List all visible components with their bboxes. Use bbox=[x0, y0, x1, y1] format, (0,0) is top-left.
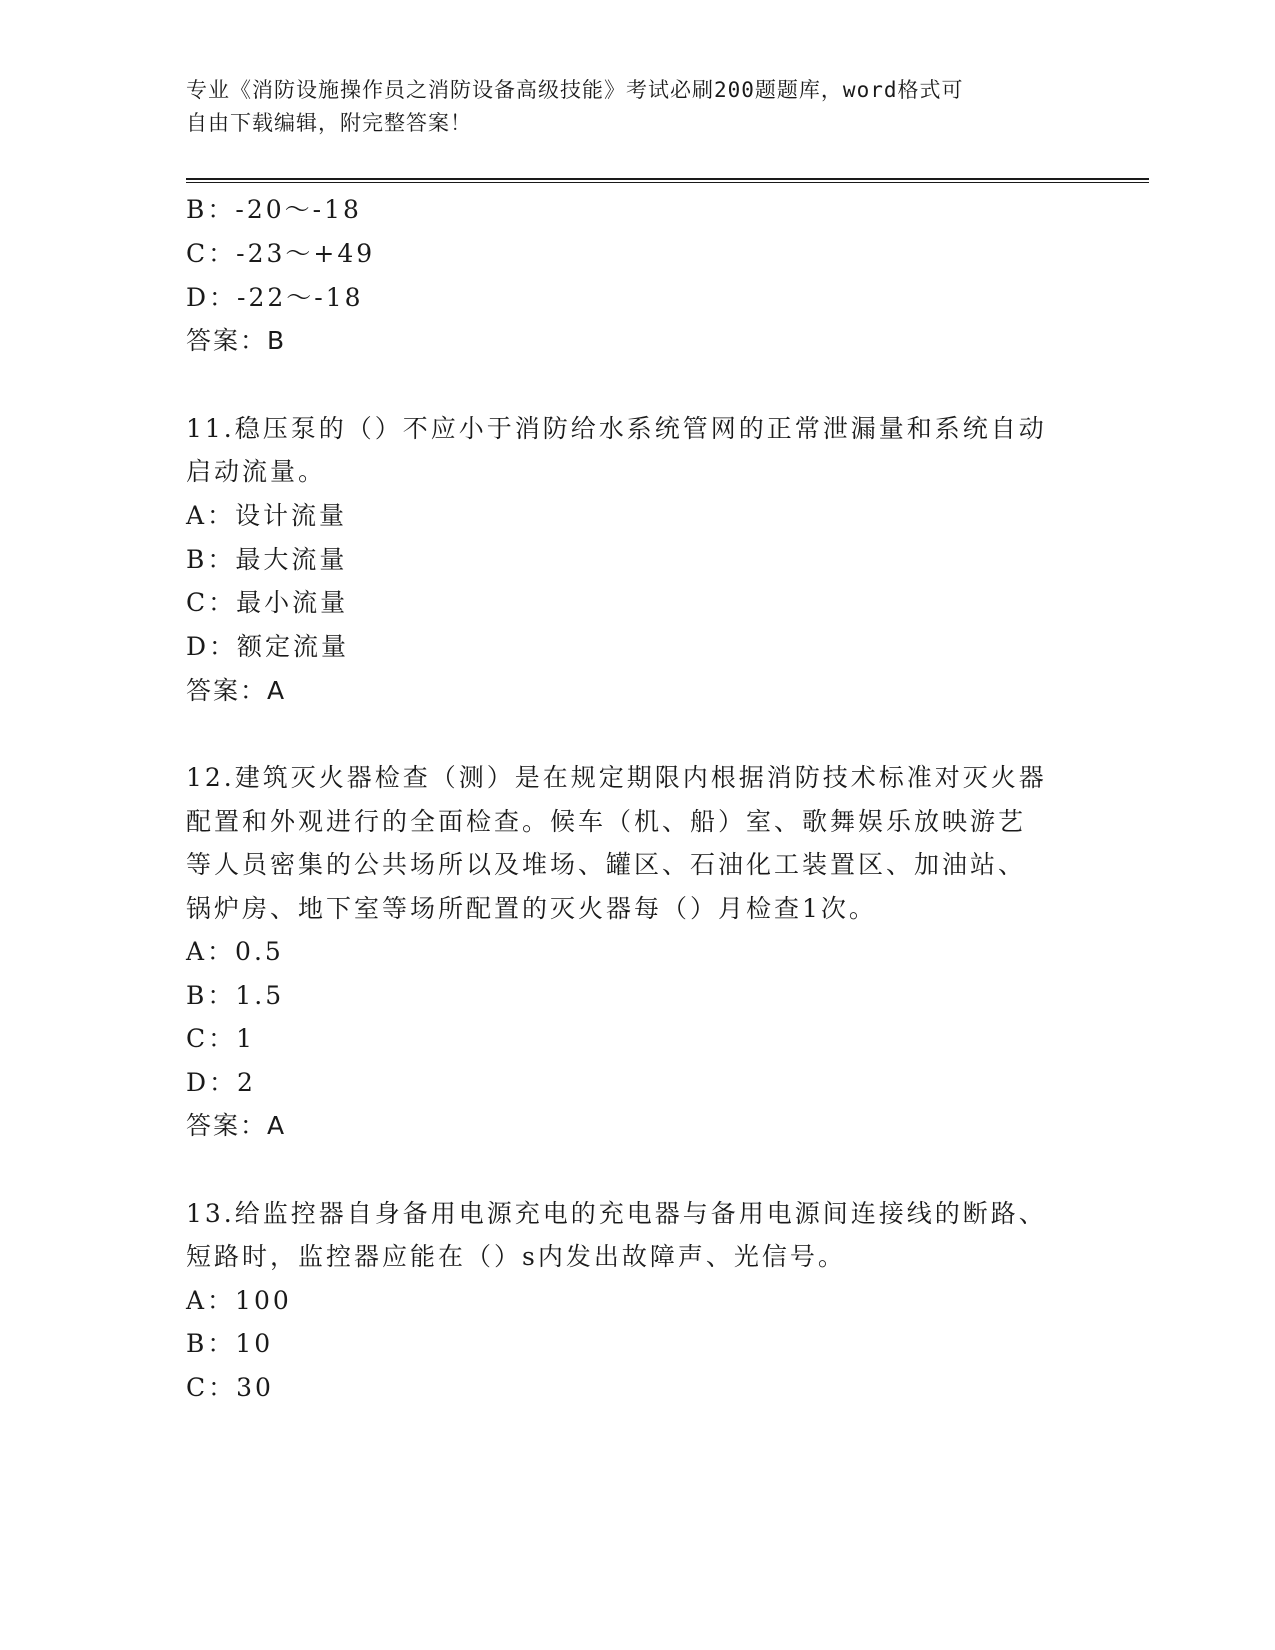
q12-stem-line-4: 锅炉房、地下室等场所配置的灭火器每（）月检查1次。 bbox=[186, 894, 877, 923]
q13-stem-line-1: 13.给监控器自身备用电源充电的充电器与备用电源间连接线的断路、 bbox=[186, 1199, 1047, 1228]
q13-stem-line-2: 短路时，监控器应能在（）s内发出故障声、光信号。 bbox=[186, 1242, 846, 1271]
q12-option-d: D：2 bbox=[186, 1068, 256, 1097]
header-line-2: 自由下载编辑，附完整答案！ bbox=[186, 111, 472, 135]
q12-stem-line-3: 等人员密集的公共场所以及堆场、罐区、石油化工装置区、加油站、 bbox=[186, 850, 1027, 879]
q13-option-c: C：30 bbox=[186, 1373, 274, 1402]
q11-option-c: C：最小流量 bbox=[186, 588, 349, 617]
header-divider-thick bbox=[186, 178, 1149, 180]
q10-option-d: D：-22～-18 bbox=[186, 283, 364, 312]
q11-option-d: D：额定流量 bbox=[186, 632, 350, 661]
q10-answer: 答案：B bbox=[186, 326, 287, 355]
document-header bbox=[186, 74, 1066, 140]
q12-option-c: C：1 bbox=[186, 1024, 256, 1053]
q10-option-c: C：-23～+49 bbox=[186, 239, 376, 268]
q13-option-a: A：100 bbox=[186, 1286, 292, 1315]
q11-option-b: B：最大流量 bbox=[186, 545, 348, 574]
q11-stem-line-1: 11.稳压泵的（）不应小于消防给水系统管网的正常泄漏量和系统自动 bbox=[186, 414, 1047, 443]
q12-option-b: B：1.5 bbox=[186, 981, 285, 1010]
q11-stem-line-2: 启动流量。 bbox=[186, 457, 327, 486]
q12-answer: 答案：A bbox=[186, 1111, 287, 1140]
header-line-1: 专业《消防设施操作员之消防设备高级技能》考试必刷200题题库，word格式可 bbox=[186, 78, 964, 102]
q13-option-b: B：10 bbox=[186, 1329, 274, 1358]
q10-option-b: B：-20～-18 bbox=[186, 195, 362, 224]
q12-stem-line-2: 配置和外观进行的全面检查。候车（机、船）室、歌舞娱乐放映游艺 bbox=[186, 807, 1027, 836]
q11-option-a: A：设计流量 bbox=[186, 501, 348, 530]
header-divider-thin bbox=[186, 182, 1149, 183]
q11-answer: 答案：A bbox=[186, 676, 287, 705]
q12-option-a: A：0.5 bbox=[186, 937, 284, 966]
q12-stem-line-1: 12.建筑灭火器检查（测）是在规定期限内根据消防技术标准对灭火器 bbox=[186, 763, 1047, 792]
